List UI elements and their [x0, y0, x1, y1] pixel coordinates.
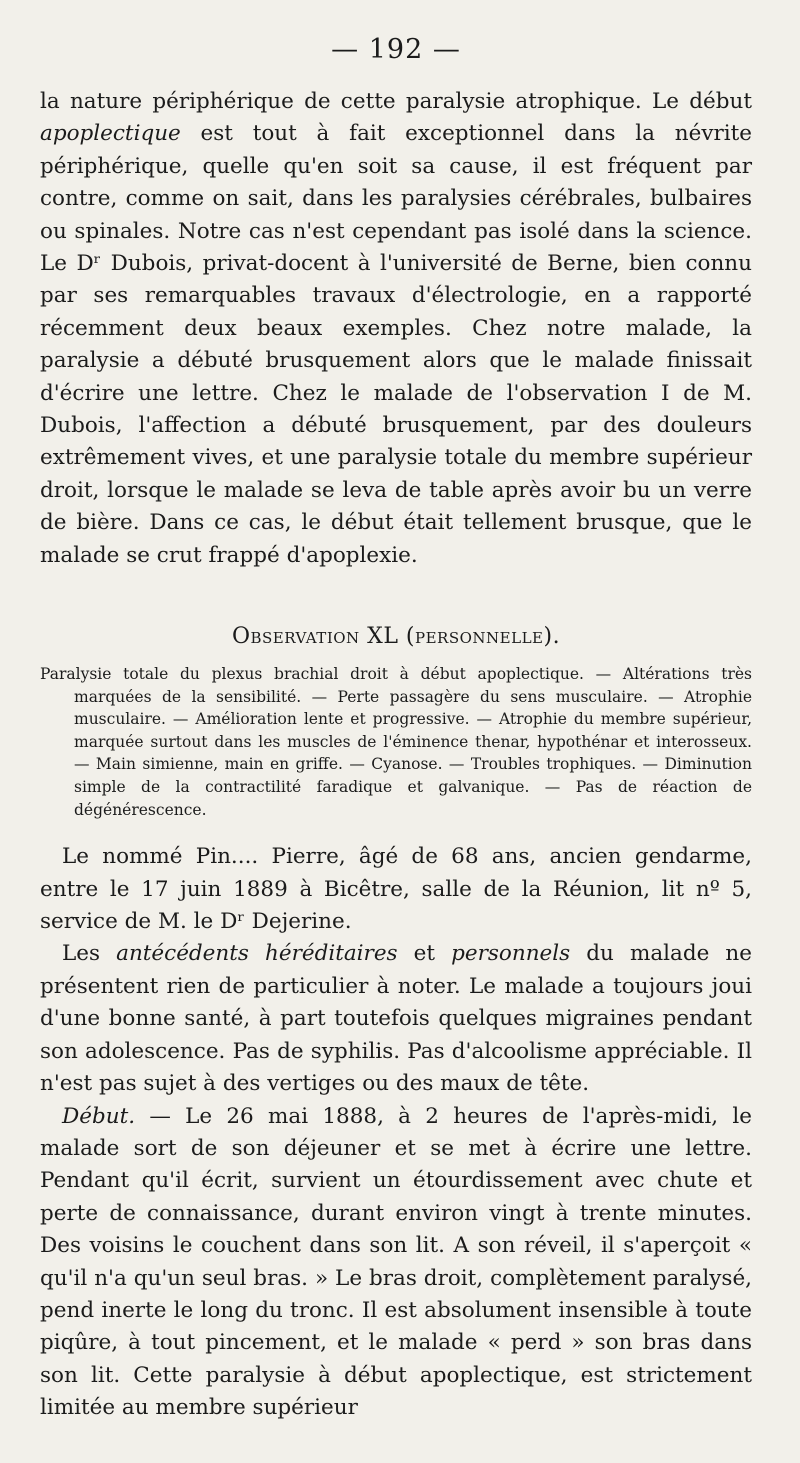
antecedents-italic-hereditaires: antécédents héréditaires	[116, 941, 398, 967]
observation-summary: Paralysie totale du plexus brachial droit à début apoplectique. — Altérations très marquées de la sensibilité. — Perte passagère du sens musculaire. — Atrophie musculaire. — Amélioration lente et progressive. — Atrophie du membre supérieur, marquée surtout dans les muscles de l'éminence thenar, hypothénar et interosseux. — Main simienne, main en griffe. — Cyanose. — Troubles trophiques. — Diminution simple de la contractilité faradique et galvanique. — Pas de réaction de dégénérescence.	[40, 665, 752, 819]
document-page	[40, 0, 752, 1425]
debut-label: Début.	[62, 1103, 136, 1129]
antecedents-text-2: et	[397, 941, 452, 967]
antecedents-text-3: du malade ne présentent rien de particulier à noter. Le malade a toujours joui d'une bonne santé, à part toutefois quelques migraines pendant son adolescence. Pas de syphilis. Pas d'alcoolisme appréciable. Il n'est pas sujet à des vertiges ou des maux de tête.	[40, 941, 753, 1097]
debut-paragraph	[40, 1101, 752, 1425]
patient-intro-paragraph: Le nommé Pin.... Pierre, âgé de 68 ans, ancien gendarme, entre le 17 juin 1889 à Bicêtre, salle de la Réunion, lit nº 5, service de M. le Dʳ Dejerine.	[40, 844, 752, 935]
antecedents-text-1: Les	[62, 941, 117, 967]
debut-text: — Le 26 mai 1888, à 2 heures de l'après-midi, le malade sort de son déjeuner et se met à écrire une lettre. Pendant qu'il écrit, survient un étourdissement avec chute et perte de connaissance, durant environ vingt à trente minutes. Des voisins le couchent dans son lit. A son réveil, il s'aperçoit « qu'il n'a qu'un seul bras. » Le bras droit, complètement paralysé, pend inerte le long du tronc. Il est absolument insensible à toute piqûre, à tout pincement, et le malade « perd » son bras dans son lit. Cette paralysie à début apoplectique, est strictement limitée au membre supérieur	[40, 1103, 752, 1421]
page-number: — 192 —	[331, 34, 461, 65]
opening-paragraph	[40, 86, 752, 572]
opening-text-1: la nature périphérique de cette paralysie atrophique. Le début	[40, 89, 752, 114]
antecedents-paragraph	[40, 938, 752, 1100]
opening-text-2: est tout à fait exceptionnel dans la névrite périphérique, quelle qu'en soit sa cause, il est fréquent par contre, comme on sait, dans les paralysies cérébrales, bulbaires ou spinales. Notre cas n'est cependant pas isolé dans la science. Le Dʳ Dubois, privat-docent à l'université de Berne, bien connu par ses remarquables travaux d'électrologie, en a rapporté récemment deux beaux exemples. Chez notre malade, la paralysie a débuté brusquement alors que le malade finissait d'écrire une lettre. Chez le malade de l'observation I de M. Dubois, l'affection a débuté brusquement, par des douleurs extrêmement vives, et une paralysie totale du membre supérieur droit, lorsque le malade se leva de table après avoir bu un verre de bière. Dans ce cas, le début était tellement brusque, que le malade se crut frappé d'apoplexie.	[40, 121, 752, 568]
opening-italic-apoplectique: apoplectique	[40, 121, 181, 147]
antecedents-italic-personnels: personnels	[451, 941, 571, 967]
observation-heading: Observation XL (personnelle).	[231, 624, 561, 650]
